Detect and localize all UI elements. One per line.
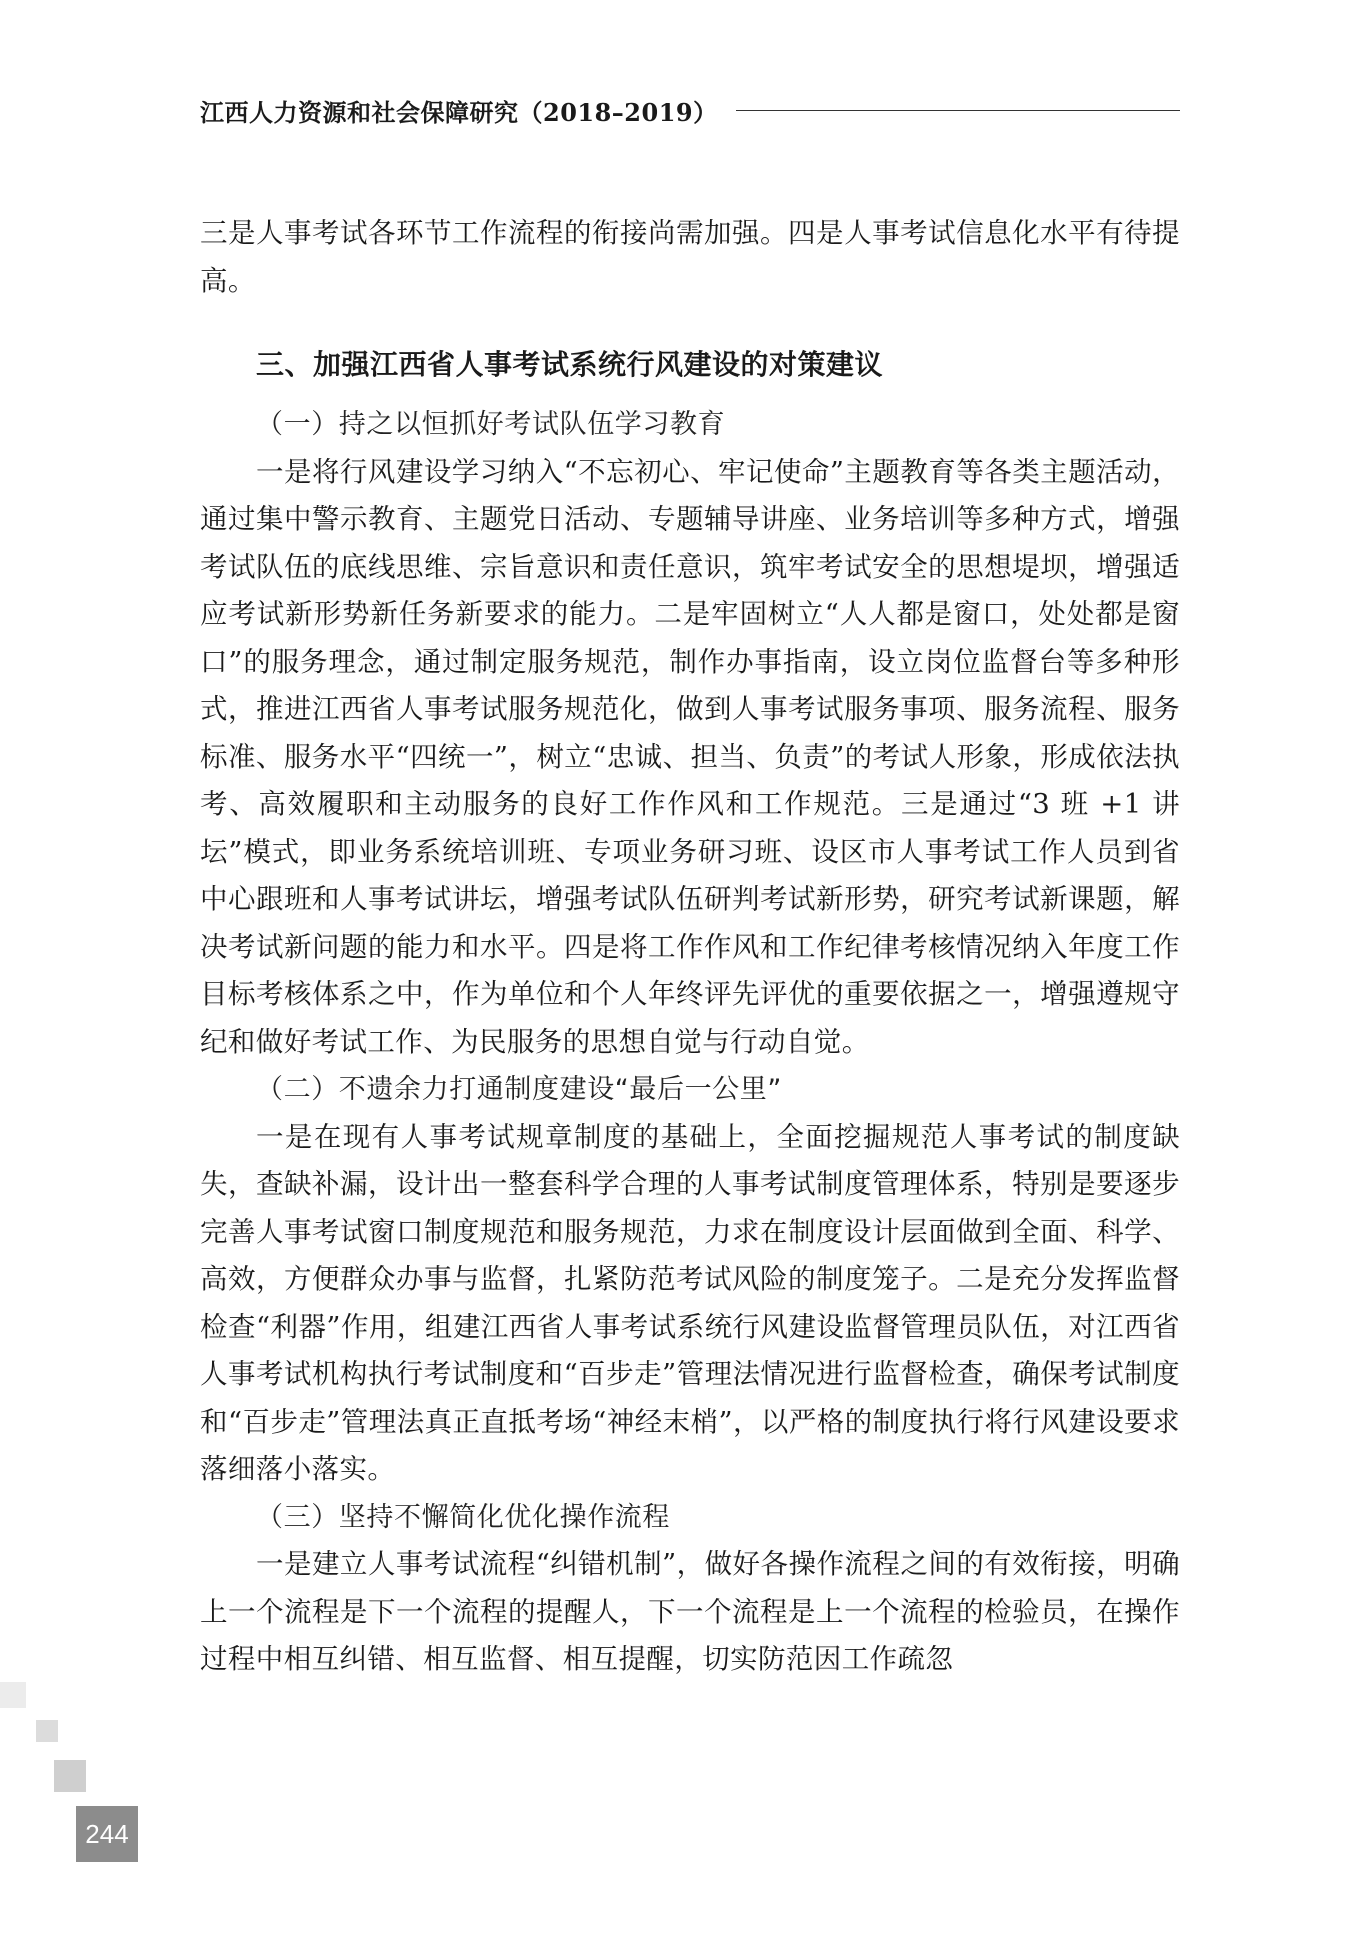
decorative-square [36, 1720, 58, 1742]
body-paragraph-3: 一是建立人事考试流程“纠错机制”，做好各操作流程之间的有效衔接，明确上一个流程是下一个流程的提醒人，下一个流程是上一个流程的检验员，在操作过程中相互纠错、相互监督、相互提醒，切实防范因工作疏忽 [200, 1548, 1180, 1675]
intro-paragraph: 三是人事考试各环节工作流程的衔接尚需加强。四是人事考试信息化水平有待提高。 [200, 217, 1180, 297]
subsection-heading-2: （二）不遗余力打通制度建设“最后一公里” [256, 1074, 782, 1105]
subsection-heading-1: （一）持之以恒抓好考试队伍学习教育 [256, 409, 726, 440]
subsection-heading-3: （三）坚持不懈简化优化操作流程 [256, 1501, 670, 1533]
header-rule [736, 110, 1180, 111]
body-paragraph-1: 一是将行风建设学习纳入“不忘初心、牢记使命”主题教育等各类主题活动，通过集中警示教育、主题党日活动、专题辅导讲座、业务培训等多种方式，增强考试队伍的底线思维、宗旨意识和责任意识，筑牢考试安全的思想堤坝，增强适应考试新形势新任务新要求的能力。二是牢固树立“人人都是窗口，处处都是窗口”的服务理念，通过制定服务规范，制作办事指南，设立岗位监督台等多种形式，推进江西省人事考试服务规范化，做到人事考试服务事项、服务流程、服务标准、服务水平“四统一”，树立“忠诚、担当、负责”的考试人形象，形成依法执考、高效履职和主动服务的良好工作作风和工作规范。三是通过“3 班 +1 讲坛”模式，即业务系统培训班、专项业务研习班、设区市人事考试工作人员到省中心跟班和人事考试讲坛，增强考试队伍研判考试新形势，研究考试新课题，解决考试新问题的能力和水平。四是将工作作风和工作纪律考核情况纳入年度工作目标考核体系之中，作为单位和个人年终评先评优的重要依据之一，增强遵规守纪和做好考试工作、为民服务的思想自觉与行动自觉。 [200, 455, 1180, 1058]
book-title: 江西人力资源和社会保障研究（2018–2019） [200, 97, 718, 127]
page-number: 244 [76, 1806, 138, 1862]
decorative-square [0, 1682, 26, 1708]
page-body [200, 210, 1180, 1684]
section-heading: 三、加强江西省人事考试系统行风建设的对策建议 [256, 348, 884, 381]
body-paragraph-2: 一是在现有人事考试规章制度的基础上，全面挖掘规范人事考试的制度缺失，查缺补漏，设计出一整套科学合理的人事考试制度管理体系，特别是要逐步完善人事考试窗口制度规范和服务规范，力求在制度设计层面做到全面、科学、高效，方便群众办事与监督，扎紧防范考试风险的制度笼子。二是充分发挥监督检查“利器”作用，组建江西省人事考试系统行风建设监督管理员队伍，对江西省人事考试机构执行考试制度和“百步走”管理法情况进行监督检查，确保考试制度和“百步走”管理法真正直抵考场“神经末梢”，以严格的制度执行将行风建设要求落细落小落实。 [200, 1120, 1180, 1485]
decorative-square [54, 1760, 86, 1792]
running-header [200, 92, 1180, 128]
